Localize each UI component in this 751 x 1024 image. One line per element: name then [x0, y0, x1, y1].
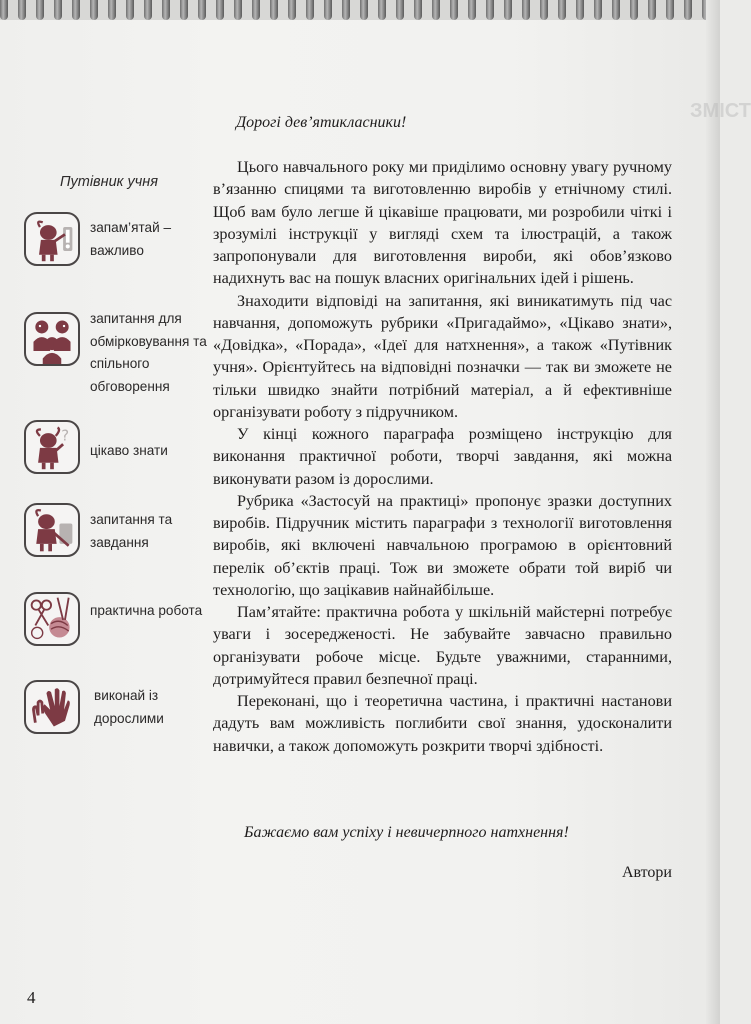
- binding-loop: [468, 0, 476, 20]
- svg-text:?: ?: [61, 427, 70, 445]
- binding-loop: [270, 0, 278, 20]
- legend-label: запам’ятай – важливо: [90, 220, 172, 258]
- binding-loop: [0, 0, 8, 20]
- binding-loop: [522, 0, 530, 20]
- binding-loop: [198, 0, 206, 20]
- binding-loop: [18, 0, 26, 20]
- legend-label: цікаво знати: [90, 443, 168, 458]
- paragraph: У кінці кожного параграфа розміщено інструкцію для виконання практичної роботи, творчі завдання, які можна виконувати разом із дорослими.: [213, 425, 672, 488]
- legend-label: запитання та завдання: [90, 512, 173, 550]
- binding-loop: [414, 0, 422, 20]
- paragraph: Знаходити відповіді на запитання, які виникатимуть під час навчання, допоможуть рубрики «Пригадаймо», «Цікаво знати», «Довідка», «Порада», «Ідеї для натхнення», а також «Путівник учня». Орієнтуйтесь на відповідні позначки — так ви зможете не тільки швидко знайти потрібний матеріал, а й ефективніше організувати роботу з підручником.: [213, 291, 672, 421]
- binding-loop: [216, 0, 224, 20]
- binding-loop: [162, 0, 170, 20]
- binding-loop: [648, 0, 656, 20]
- scissors-yarn-icon: [24, 592, 80, 646]
- legend-label: виконай із дорослими: [94, 688, 164, 726]
- paragraph: Переконані, що і теоретична частина, і практичні настанови дадуть вам можливість поглибити свої знання, удосконалити навички, а також допоможуть розкрити творчі здібності.: [213, 692, 672, 755]
- binding-loop: [432, 0, 440, 20]
- binding-loop: [54, 0, 62, 20]
- paragraph: Пам’ятайте: практична робота у шкільній майстерні потребує уваги і зосередженості. Не забувайте завчасно правильно організувати робоче місце. Будьте уважними, старанними, дотримуйтеся правил безпечної праці.: [213, 603, 672, 688]
- binding-loop: [450, 0, 458, 20]
- binding-loop: [144, 0, 152, 20]
- bleed-through-text: ЗМІСТ: [690, 100, 751, 122]
- group-discussion-icon: [24, 312, 80, 366]
- binding-loop: [288, 0, 296, 20]
- binding-loop: [612, 0, 620, 20]
- binding-loop: [504, 0, 512, 20]
- girl-exclamation-icon: [24, 212, 80, 266]
- binding-loop: [558, 0, 566, 20]
- spiral-binding: [0, 0, 720, 20]
- binding-loop: [594, 0, 602, 20]
- sidebar-title: Путівник учня: [60, 174, 159, 190]
- closing-wish: Бажаємо вам успіху і невичерпного натхнення!: [244, 824, 569, 841]
- page-edge: [706, 0, 720, 1024]
- binding-loop: [126, 0, 134, 20]
- binding-loop: [342, 0, 350, 20]
- greeting-heading: Дорогі дев’ятикласники!: [236, 114, 407, 131]
- paragraph: Рубрика «Застосуй на практиці» пропонує зразки доступних виробів. Підручник містить параграфи з технології виготовлення виробів, які включені навчальною програмою в орієнтовний перелік об’єктів праці. Тож ви зможете обрати той виріб чи технологію, що зацікавив найнайбільше.: [213, 491, 672, 599]
- binding-loop: [36, 0, 44, 20]
- binding-loop: [252, 0, 260, 20]
- legend-label: практична робота: [90, 603, 203, 618]
- hands-icon: [24, 680, 80, 734]
- binding-loop: [324, 0, 332, 20]
- legend-label: запитання для обмірковування та спільного обговорення: [90, 311, 207, 394]
- girl-question-icon: [24, 420, 80, 474]
- binding-loop: [666, 0, 674, 20]
- binding-loop: [234, 0, 242, 20]
- binding-loop: [378, 0, 386, 20]
- paragraph: Цього навчального року ми приділимо основну увагу ручному в’язанню спицями та виготовленню виробів у етнічному стилі. Щоб вам було легше й цікавіше працювати, ми розробили чіткі і зрозумілі інструкції у вигляді схем та ілюстрацій, а також запропонували для виготовлення вироби, які обов’язково надихнуть вас на пошук власних оригінальних ідей і рішень.: [213, 158, 672, 288]
- binding-loop: [360, 0, 368, 20]
- binding-loop: [90, 0, 98, 20]
- binding-loop: [306, 0, 314, 20]
- binding-loop: [72, 0, 80, 20]
- binding-loop: [540, 0, 548, 20]
- binding-loop: [630, 0, 638, 20]
- girl-pencil-icon: [24, 503, 80, 557]
- binding-loop: [684, 0, 692, 20]
- intro-text: [213, 156, 672, 757]
- binding-loop: [108, 0, 116, 20]
- authors-signature: Автори: [621, 864, 672, 881]
- binding-loop: [486, 0, 494, 20]
- binding-loop: [576, 0, 584, 20]
- page-number: 4: [27, 988, 36, 1007]
- binding-loop: [396, 0, 404, 20]
- binding-loop: [180, 0, 188, 20]
